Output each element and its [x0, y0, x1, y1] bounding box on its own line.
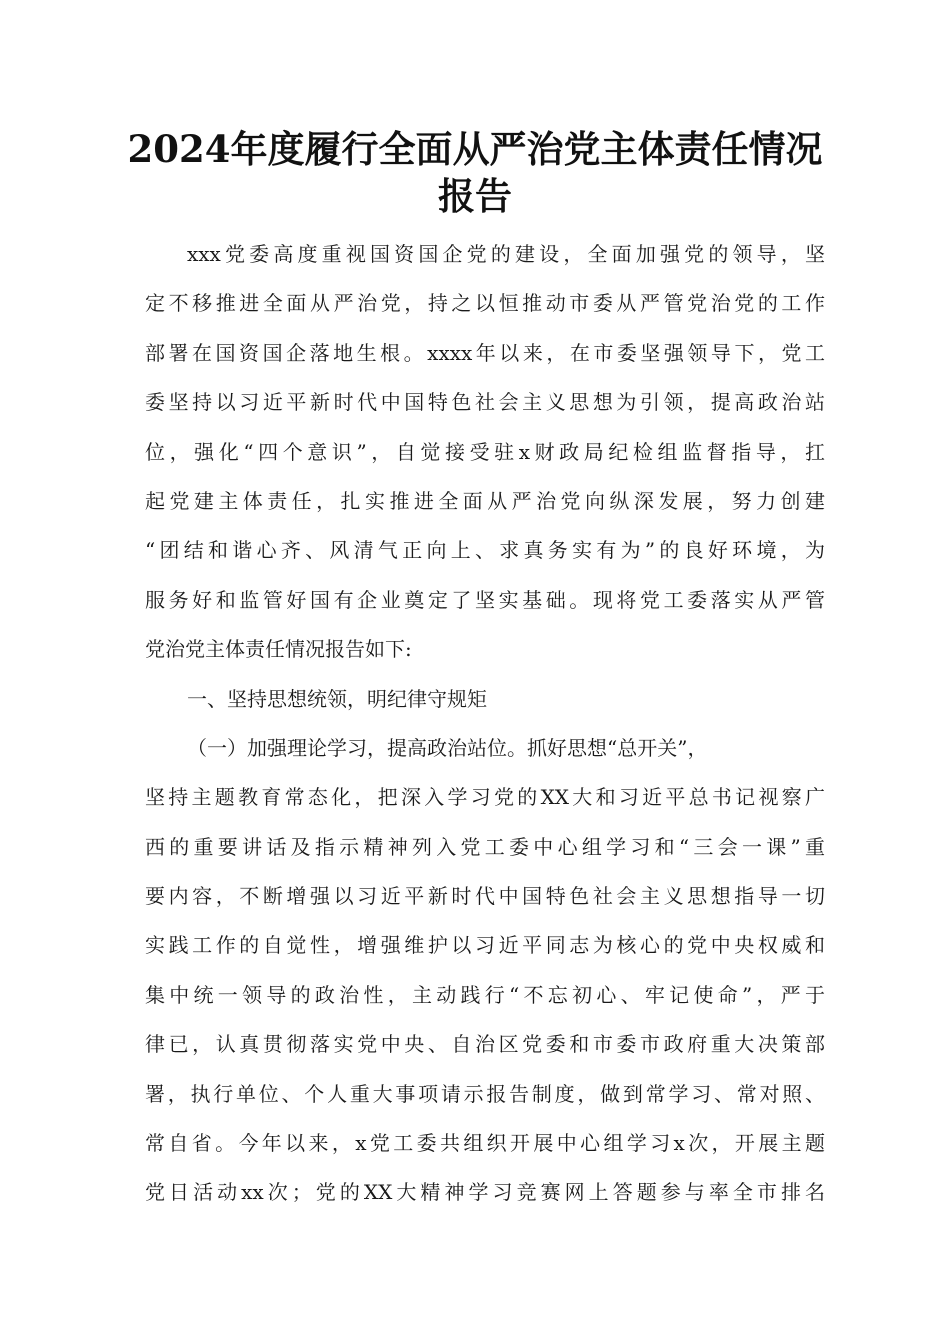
body-line: 律已，认真贯彻落实党中央、自治区党委和市委市政府重大决策部 — [145, 1032, 825, 1057]
body-line: 集中统一领导的政治性，主动践行“不忘初心、牢记使命”，严于 — [145, 982, 825, 1007]
body-line: 服务好和监管好国有企业奠定了坚实基础。现将党工委落实从严管 — [145, 587, 825, 612]
body-line: 党日活动xx次；党的XX大精神学习竞赛网上答题参与率全市排名 — [145, 1180, 825, 1205]
body-line: 常自省。今年以来，x党工委共组织开展中心组学习x次，开展主题 — [145, 1131, 825, 1156]
body-line: 署，执行单位、个人重大事项请示报告制度，做到常学习、常对照、 — [145, 1081, 825, 1106]
body-line: 党治党主体责任情况报告如下: — [145, 637, 412, 662]
body-line: 实践工作的自觉性，增强维护以习近平同志为核心的党中央权威和 — [145, 933, 825, 958]
body-line: 委坚持以习近平新时代中国特色社会主义思想为引领，提高政治站 — [145, 390, 825, 415]
document-title-line-1: 2024年度履行全面从严治党主体责任情况 — [127, 127, 823, 171]
document-body — [145, 230, 825, 1218]
body-line: 部署在国资国企落地生根。xxxx年以来，在市委坚强领导下，党工 — [145, 340, 825, 365]
document-title-line-2: 报告 — [438, 174, 512, 218]
body-line: 位，强化“四个意识”，自觉接受驻x财政局纪检组监督指导，扛 — [145, 439, 825, 464]
body-line: 西的重要讲话及指示精神列入党工委中心组学习和“三会一课”重 — [145, 834, 825, 859]
body-line: 起党建主体责任，扎实推进全面从严治党向纵深发展，努力创建 — [145, 488, 825, 513]
body-line: 要内容，不断增强以习近平新时代中国特色社会主义思想指导一切 — [145, 884, 825, 909]
body-line: 坚持主题教育常态化，把深入学习党的XX大和习近平总书记视察广 — [145, 785, 825, 810]
body-line: xxx党委高度重视国资国企党的建设，全面加强党的领导，坚 — [187, 242, 825, 266]
body-line: “团结和谐心齐、风清气正向上、求真务实有为”的良好环境，为 — [145, 538, 825, 563]
section-heading: 一、坚持思想统领，明纪律守规矩 — [187, 686, 487, 711]
body-line: 定不移推进全面从严治党，持之以恒推动市委从严管党治党的工作 — [145, 291, 825, 316]
subsection-heading: （一）加强理论学习，提高政治站位。抓好思想“总开关”， — [187, 735, 708, 760]
